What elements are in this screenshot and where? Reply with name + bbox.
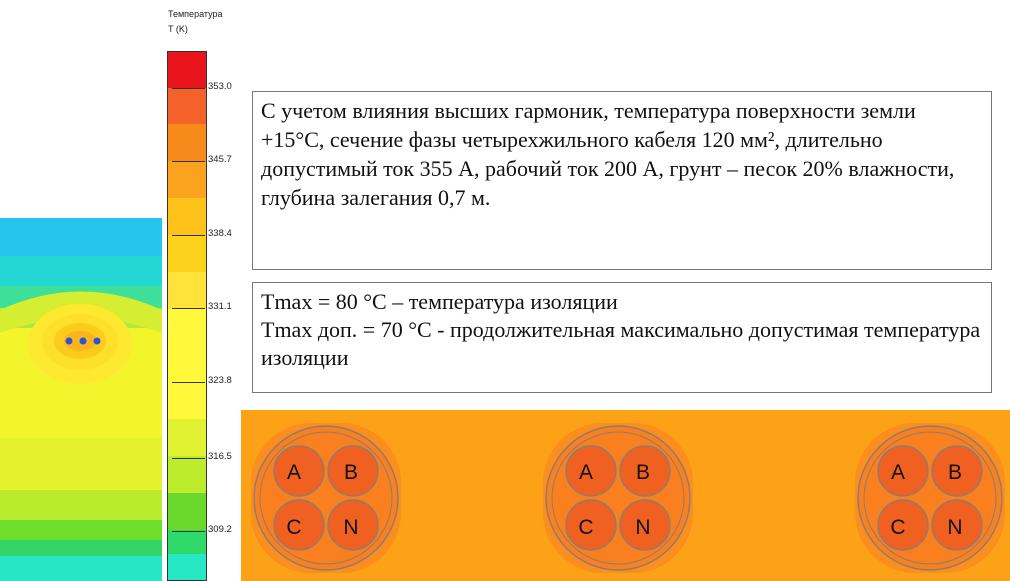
scale-segment xyxy=(168,309,206,419)
scale-tick xyxy=(172,308,205,309)
core-label: A xyxy=(286,461,302,484)
core-label: N xyxy=(635,516,651,539)
legend-title xyxy=(168,7,223,37)
core-label: N xyxy=(947,516,963,539)
scale-segment xyxy=(168,235,206,272)
scale-segment xyxy=(168,52,206,88)
scale-tick-label: 316.5 xyxy=(208,451,232,462)
temperature-limits-textbox xyxy=(252,282,992,393)
scale-tick xyxy=(172,531,205,532)
scale-tick-label: 309.2 xyxy=(208,524,232,535)
scale-segment xyxy=(168,161,206,198)
cable-sheath xyxy=(546,426,690,570)
soil-temperature-field xyxy=(0,218,162,581)
scale-segment xyxy=(168,456,206,493)
color-scale xyxy=(167,51,207,581)
core-label: C xyxy=(890,516,906,539)
scale-tick-label: 345.7 xyxy=(208,154,232,165)
scale-segment xyxy=(168,198,206,235)
tmax-line: Tmax = 80 °C – температура изоляции xyxy=(261,289,618,314)
conditions-text: С учетом влияния высших гармоник, температура поверхности земли +15°С, сечение фазы четырехжильного кабеля 120 мм², длительно допустимый ток 355 А, рабочий ток 200 А, грунт – песок 20% влажности, глубина залегания 0,7 м. xyxy=(261,98,955,210)
scale-tick-label: 323.8 xyxy=(208,375,232,386)
scale-segment xyxy=(168,493,206,530)
scale-tick xyxy=(172,88,205,89)
conditions-textbox xyxy=(252,91,992,270)
scale-tick xyxy=(172,382,205,383)
field-hotspot xyxy=(0,218,162,581)
scale-tick xyxy=(172,161,205,162)
scale-tick-label: 331.1 xyxy=(208,301,232,312)
legend-unit: T (K) xyxy=(168,24,188,34)
cable-dot xyxy=(80,338,87,345)
cable-cross-section xyxy=(855,423,1005,573)
scale-segment xyxy=(168,124,206,161)
core-label: N xyxy=(343,516,359,539)
scale-segment xyxy=(168,554,206,580)
cable-cross-section-panel xyxy=(241,410,1010,581)
core-label: B xyxy=(947,461,963,484)
tmax-allowed-line: Tmax доп. = 70 °C - продолжительная максимально допустимая температура изоляции xyxy=(261,317,981,370)
cable-dot xyxy=(94,338,101,345)
cable-cross-section xyxy=(543,423,693,573)
scale-segment xyxy=(168,419,206,456)
cable-sheath xyxy=(858,426,1002,570)
scale-tick-label: 338.4 xyxy=(208,228,232,239)
core-label: A xyxy=(578,461,594,484)
core-label: C xyxy=(578,516,594,539)
core-label: C xyxy=(286,516,302,539)
core-label: B xyxy=(343,461,359,484)
scale-segment xyxy=(168,272,206,309)
cable-dot xyxy=(66,338,73,345)
core-label: A xyxy=(890,461,906,484)
cable-cross-section xyxy=(251,423,401,573)
scale-tick-label: 353.0 xyxy=(208,81,232,92)
cable-sheath xyxy=(254,426,398,570)
scale-segment xyxy=(168,530,206,554)
legend-title-text: Температура xyxy=(168,9,223,19)
scale-tick xyxy=(172,458,205,459)
scale-tick xyxy=(172,235,205,236)
scale-segment xyxy=(168,88,206,124)
core-label: B xyxy=(635,461,651,484)
